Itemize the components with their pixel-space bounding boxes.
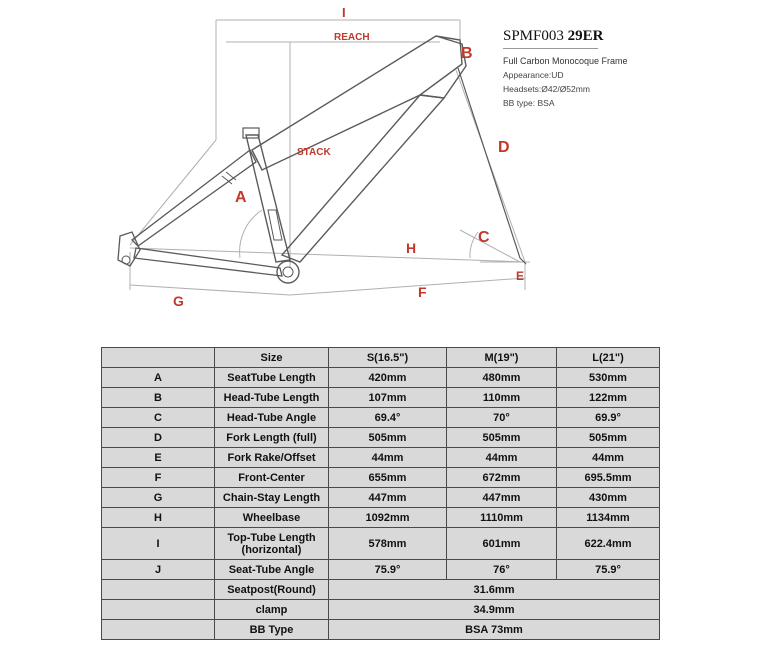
header-blank [102,348,215,368]
bb-type-value: BSA [537,98,555,108]
row-l: 122mm [557,388,660,408]
row-l: 430mm [557,488,660,508]
row-id: J [102,560,215,580]
table-row [102,488,660,508]
header-size: Size [215,348,329,368]
model-size: 29ER [567,28,604,44]
row-m: 672mm [447,468,557,488]
row-m: 601mm [447,528,557,560]
row-id-blank [102,620,215,640]
appearance: Appearance:UD [503,70,564,80]
row-name: Seatpost(Round) [215,580,329,600]
row-id-blank [102,580,215,600]
label-reach: REACH [334,32,370,43]
table-row [102,448,660,468]
headsets: Headsets:Ø42/Ø52mm [503,84,590,94]
label-E: E [516,269,525,283]
row-name: Head-Tube Length [215,388,329,408]
bike-frame [118,36,526,283]
row-common-value: 31.6mm [329,580,660,600]
dimension-letters [173,5,524,309]
row-id: I [102,528,215,560]
row-l: 69.9° [557,408,660,428]
common-row [102,600,660,620]
table-row [102,428,660,448]
row-m: 44mm [447,448,557,468]
label-G: G [173,293,184,309]
row-id-blank [102,600,215,620]
row-name: Chain-Stay Length [215,488,329,508]
row-s: 447mm [329,488,447,508]
label-stack: STACK [297,147,331,158]
row-name-line1: Top-Tube Length [227,531,316,544]
table-row [102,508,660,528]
row-id: A [102,368,215,388]
row-id: F [102,468,215,488]
row-id: B [102,388,215,408]
label-B: B [461,45,473,62]
row-id: E [102,448,215,468]
row-s: 1092mm [329,508,447,528]
row-id: C [102,408,215,428]
bb-type-label: BB type: [503,98,536,108]
row-s: 75.9° [329,560,447,580]
row-s: 107mm [329,388,447,408]
label-H: H [406,240,417,256]
header-m: M(19") [447,348,557,368]
row-name: Front-Center [215,468,329,488]
row-name: SeatTube Length [215,368,329,388]
row-name: clamp [215,600,329,620]
row-id: G [102,488,215,508]
row-l: 44mm [557,448,660,468]
row-l: 622.4mm [557,528,660,560]
subtitle: Full Carbon Monocoque Frame [503,56,628,66]
row-name: Seat-Tube Angle [215,560,329,580]
row-id: D [102,428,215,448]
row-s: 655mm [329,468,447,488]
row-name-line2: (horizontal) [241,543,302,556]
table-row [102,560,660,580]
row-l: 530mm [557,368,660,388]
table-row [102,528,660,560]
row-m: 70° [447,408,557,428]
row-m: 447mm [447,488,557,508]
table-header-row [102,348,660,368]
common-row [102,620,660,640]
row-s: 420mm [329,368,447,388]
row-m: 480mm [447,368,557,388]
geometry-table [101,347,660,640]
bb-type [503,96,703,110]
label-C: C [478,229,490,246]
row-name: Wheelbase [215,508,329,528]
table-row [102,408,660,428]
label-F: F [418,284,427,300]
row-name: Fork Rake/Offset [215,448,329,468]
row-m: 505mm [447,428,557,448]
table-row [102,368,660,388]
table-row [102,468,660,488]
label-A: A [235,189,247,206]
header-l: L(21") [557,348,660,368]
title-rule [503,48,598,49]
row-s: 69.4° [329,408,447,428]
row-name: Fork Length (full) [215,428,329,448]
row-l: 695.5mm [557,468,660,488]
row-m: 1110mm [447,508,557,528]
model-title [503,28,703,45]
row-id: H [102,508,215,528]
row-s: 578mm [329,528,447,560]
row-common-value: BSA 73mm [329,620,660,640]
label-D: D [498,139,510,156]
row-m: 76° [447,560,557,580]
row-name: BB Type [215,620,329,640]
header-s: S(16.5") [329,348,447,368]
row-s: 505mm [329,428,447,448]
row-l: 75.9° [557,560,660,580]
spec-block [503,28,703,110]
row-l: 505mm [557,428,660,448]
row-common-value: 34.9mm [329,600,660,620]
row-l: 1134mm [557,508,660,528]
common-row [102,580,660,600]
row-name [215,528,329,560]
row-m: 110mm [447,388,557,408]
row-name: Head-Tube Angle [215,408,329,428]
table-row [102,388,660,408]
model-code: SPMF003 [503,28,564,44]
row-s: 44mm [329,448,447,468]
label-I: I [342,5,346,20]
